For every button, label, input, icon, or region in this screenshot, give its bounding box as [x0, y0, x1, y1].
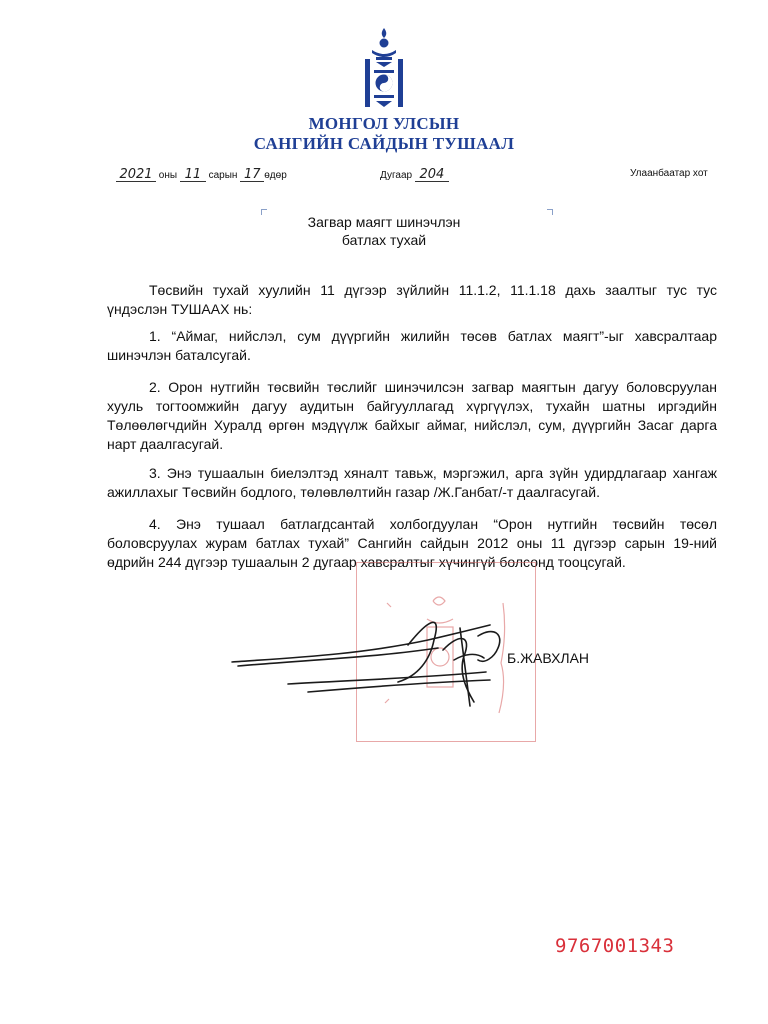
document-serial-number: 9767001343 — [555, 935, 675, 957]
order-number: 204 — [415, 168, 449, 182]
signer-name: Б.ЖАВХЛАН — [507, 650, 590, 666]
subject-line-1: Загвар маягт шинэчлэн — [307, 214, 461, 230]
date-year: 2021 — [116, 168, 156, 182]
order-number-field — [380, 168, 449, 182]
month-label: сарын — [208, 170, 238, 181]
item-4: 4. Энэ тушаал батлагдсантай холбогдуулан “Орон нутгийн төсвийн төсөл боловсруулах журам батлах тухай” Сангийн сайдын 2012 оны 11 дүгээр сарын 19-ний өдрийн 244 дүгээр тушаалын 2 дугаар хавсралтыг хүчингүй болсонд тооцсугай. — [107, 516, 717, 570]
org-name: МОНГОЛ УЛСЫН — [308, 114, 460, 133]
intro-paragraph: Төсвийн тухай хуулийн 11 дүгээр зүйлийн 11.1.2, 11.1.18 дахь заалтыг тус тус үндэслэн ТУШААХ нь: — [107, 282, 717, 317]
date-month: 11 — [180, 168, 206, 182]
item-3: 3. Энэ тушаалын биелэлтэд хяналт тавьж, мэргэжил, арга зүйн удирдлагаар хангаж ажиллахыг Төсвийн бодлого, төлөвлөлтийн газар /Ж.Ганбат/-т даалгасугай. — [107, 465, 717, 500]
subject-line-2: батлах тухай — [341, 232, 427, 248]
soyombo-emblem-icon — [362, 26, 406, 114]
day-label: өдөр — [264, 170, 287, 181]
date-day: 17 — [240, 168, 264, 182]
date-field — [116, 168, 287, 182]
place: Улаанбаатар хот — [630, 168, 708, 179]
item-1: 1. “Аймаг, нийслэл, сум дүүргийн жилийн төсөв батлах маягт”-ыг хавсралтаар шинэчлэн баталсугай. — [107, 328, 717, 363]
item-2: 2. Орон нутгийн төсвийн төслийг шинэчилсэн загвар маягтын дагуу боловсруулан хууль тогтоомжийн дагуу аудитын байгууллагад хүргүүлэх, тухайн шатны иргэдийн Төлөөлөгчдийн Хуралд өргөн мэдүүлж байхыг аймаг, нийслэл, сум, дүүргийн Засаг дарга нарт даалгасугай. — [107, 379, 717, 452]
year-label: оны — [158, 170, 178, 181]
signature — [228, 600, 518, 720]
document-type-title: САНГИЙН САЙДЫН ТУШААЛ — [253, 134, 515, 153]
number-label: Дугаар — [380, 170, 413, 181]
